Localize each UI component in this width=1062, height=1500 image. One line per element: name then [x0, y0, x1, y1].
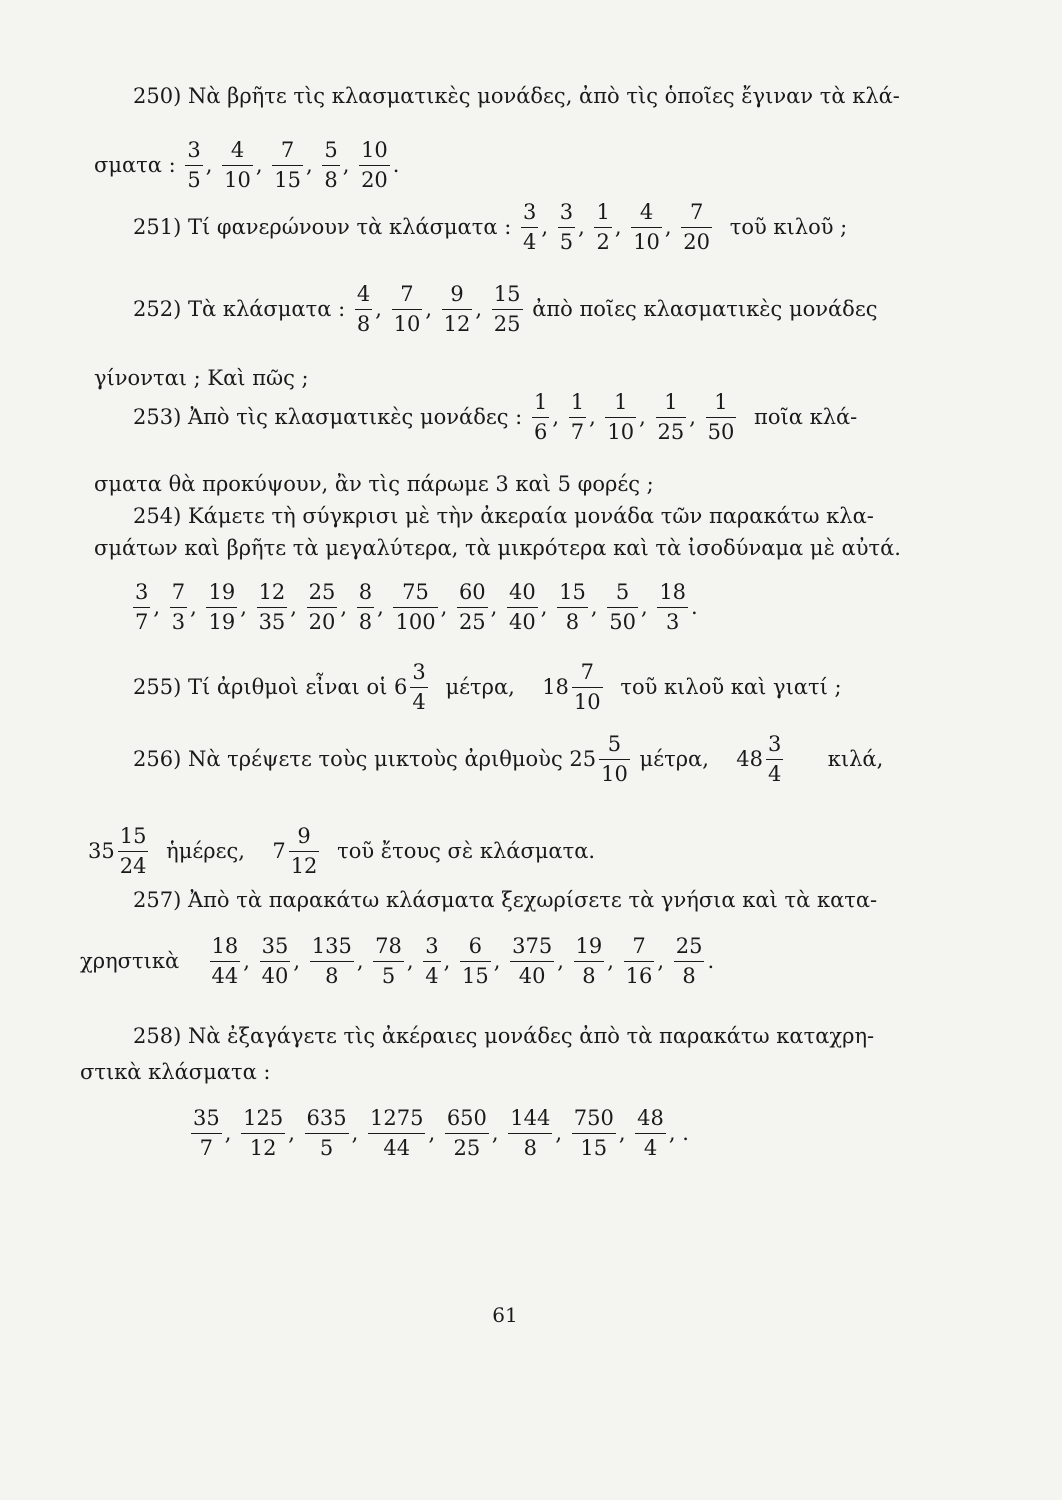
numerator: 635 [305, 1108, 349, 1134]
denominator: 12 [443, 312, 471, 336]
fraction [170, 582, 187, 633]
denominator: 10 [393, 312, 421, 336]
numerator: 3 [423, 936, 440, 962]
exercise-256-unit-1: μέτρα, [639, 747, 709, 771]
exercise-253-text: 253) Ἀπὸ τὶς κλασματικὲς μονάδες : [133, 405, 523, 429]
numerator: 19 [574, 936, 605, 962]
mixed-whole: 7 [272, 839, 286, 863]
denominator: 10 [633, 230, 660, 254]
numerator: 15 [118, 826, 149, 852]
numerator: 9 [442, 284, 473, 310]
numerator: 1 [706, 392, 737, 418]
exercise-254-fractions: $\frac{3}{7}$ , $\frac{7}{3}$ , $\frac{19}{19}$ , $\frac{12}{35}$ , $\frac{25}{20}$ , $\frac{8}{8}$ , $\frac{75}{100}$ , $\frac{60}{25}$ , $\frac{40}{40}$ , $\frac{15}{8}$ , $\frac{5}{50}$ , $\frac{18}{3}$ . [135, 580, 698, 634]
denominator: 20 [683, 230, 711, 254]
fraction [210, 936, 241, 987]
exercise-253-fractions: $\frac{1}{6}$ , $\frac{1}{7}$ , $\frac{1}{10}$ , $\frac{1}{25}$ , $\frac{1}{50}$ [533, 390, 735, 444]
numerator: 18 [657, 582, 688, 608]
numerator: 7 [170, 582, 187, 608]
numerator: 7 [572, 662, 603, 688]
fraction [569, 392, 586, 443]
mixed-fraction [289, 826, 320, 877]
denominator: 7 [570, 420, 585, 444]
numerator: 7 [272, 140, 303, 166]
fraction [133, 582, 150, 633]
fraction [206, 582, 237, 633]
denominator: 25 [453, 1136, 481, 1160]
fraction [307, 582, 338, 633]
numerator: 10 [359, 140, 390, 166]
exercise-257-line2 [80, 936, 714, 987]
numerator: 3 [410, 662, 427, 688]
exercise-251-text: 251) Τί φανερώνουν τὰ κλάσματα : [133, 215, 512, 239]
exercise-257-lead: χρηστικὰ [80, 949, 180, 973]
numerator: 25 [674, 936, 705, 962]
numerator: 8 [357, 582, 374, 608]
exercise-253-tail: ποῖα κλά- [754, 405, 858, 429]
numerator: 60 [457, 582, 488, 608]
exercise-256-unit-3: ἡμέρες, [166, 839, 245, 863]
exercise-254-line1: 254) Κάμετε τὴ σύγκρισι μὲ τὴν ἀκεραία μονάδα τῶν παρακάτω κλα- [133, 504, 874, 528]
denominator: 8 [565, 610, 580, 634]
fraction [310, 936, 354, 987]
fraction [624, 936, 655, 987]
denominator: 25 [458, 610, 486, 634]
fraction [681, 202, 712, 253]
mixed-fraction [410, 662, 427, 713]
denominator: 5 [319, 1136, 334, 1160]
fraction [674, 936, 705, 987]
exercise-255 [133, 662, 842, 713]
fraction [305, 1108, 349, 1159]
fraction [445, 1108, 489, 1159]
numerator: 6 [460, 936, 491, 962]
exercise-251-tail: τοῦ κιλοῦ ; [729, 215, 848, 239]
fraction [368, 1108, 425, 1159]
denominator: 35 [258, 610, 286, 634]
exercise-258-line1: 258) Νὰ ἐξαγάγετε τὶς ἀκέραιες μονάδες ἀπὸ τὰ παρακάτω καταχρη- [133, 1024, 875, 1048]
fraction [359, 140, 390, 191]
fraction [572, 1108, 616, 1159]
denominator: 20 [308, 610, 336, 634]
denominator: 5 [187, 168, 201, 192]
exercise-255-text: 255) Τί ἀριθμοὶ εἶναι οἱ [133, 675, 388, 699]
fraction [507, 582, 538, 633]
numerator: 4 [355, 284, 372, 310]
mixed-whole: 35 [88, 839, 115, 863]
numerator: 5 [322, 140, 339, 166]
denominator: 8 [324, 168, 338, 192]
fraction [635, 1108, 666, 1159]
denominator: 4 [412, 690, 426, 714]
exercise-255-mixed-1 [394, 660, 431, 714]
exercise-252-text: 252) Τὰ κλάσματα : [133, 297, 346, 321]
denominator: 10 [224, 168, 251, 192]
fraction [492, 284, 523, 335]
denominator: 10 [607, 420, 635, 444]
numerator: 19 [206, 582, 237, 608]
exercise-253 [133, 392, 857, 443]
exercise-250-line1: 250) Νὰ βρῆτε τὶς κλασματικὲς μονάδες, ἀπὸ τὶς ὁποῖες ἔγιναν τὰ κλά- [133, 84, 900, 108]
denominator: 4 [768, 762, 782, 786]
denominator: 8 [682, 964, 696, 988]
exercise-254-line2: σμάτων καὶ βρῆτε τὰ μεγαλύτερα, τὰ μικρότερα καὶ τὰ ἰσοδύναμα μὲ αὐτά. [94, 536, 901, 560]
fraction [393, 582, 437, 633]
mixed-whole: 18 [542, 675, 569, 699]
numerator: 78 [373, 936, 404, 962]
fraction [532, 392, 549, 443]
exercise-256 [133, 734, 883, 785]
numerator: 18 [210, 936, 241, 962]
fraction [191, 1108, 222, 1159]
denominator: 10 [573, 690, 601, 714]
denominator: 8 [358, 610, 373, 634]
numerator: 1 [605, 392, 636, 418]
numerator: 4 [631, 202, 662, 228]
numerator: 9 [289, 826, 320, 852]
exercise-256-mixed-1 [569, 732, 632, 786]
numerator: 40 [507, 582, 538, 608]
numerator: 5 [607, 582, 638, 608]
numerator: 25 [307, 582, 338, 608]
denominator: 5 [381, 964, 396, 988]
numerator: 144 [508, 1108, 552, 1134]
exercise-252 [133, 284, 877, 335]
fraction [510, 936, 554, 987]
denominator: 7 [199, 1136, 214, 1160]
numerator: 3 [521, 202, 538, 228]
exercise-256-unit-2: κιλά, [827, 747, 884, 771]
fraction [355, 284, 372, 335]
exercise-253-cont: σματα θὰ προκύψουν, ἂν τὶς πάρωμε 3 καὶ 5 φορές ; [94, 472, 654, 496]
exercise-250-fractions: $\frac{3}{5}$ , $\frac{4}{10}$ , $\frac{7}{15}$ , $\frac{5}{8}$ , $\frac{10}{20}$ . [187, 138, 400, 192]
numerator: 7 [681, 202, 712, 228]
exercise-257-line1: 257) Ἀπὸ τὰ παρακάτω κλάσματα ξεχωρίσετε τὰ γνήσια καὶ τὰ κατα- [133, 888, 878, 912]
numerator: 125 [241, 1108, 285, 1134]
denominator: 4 [425, 964, 439, 988]
denominator: 19 [208, 610, 236, 634]
denominator: 12 [290, 854, 318, 878]
denominator: 50 [609, 610, 636, 634]
fraction [521, 202, 538, 253]
exercise-258-fractions: $\frac{35}{7}$ , $\frac{125}{12}$ , $\frac{635}{5}$ , $\frac{1275}{44}$ , $\frac{650}{25}$ , $\frac{144}{8}$ , $\frac{750}{15}$ , $\frac{48}{4}$ , . [193, 1106, 689, 1160]
denominator: 4 [522, 230, 537, 254]
denominator: 10 [601, 762, 628, 786]
exercise-251 [133, 202, 847, 253]
numerator: 3 [766, 734, 783, 760]
fraction [574, 936, 605, 987]
fraction [322, 140, 339, 191]
fraction [392, 284, 423, 335]
fraction [357, 582, 374, 633]
denominator: 3 [171, 610, 186, 634]
numerator: 75 [393, 582, 437, 608]
numerator: 650 [445, 1108, 489, 1134]
numerator: 750 [572, 1108, 616, 1134]
mixed-fraction [599, 734, 630, 785]
numerator: 12 [257, 582, 288, 608]
denominator: 3 [665, 610, 680, 634]
mixed-whole: 25 [569, 747, 597, 771]
denominator: 25 [493, 312, 521, 336]
numerator: 3 [185, 140, 202, 166]
exercise-255-tail: τοῦ κιλοῦ καὶ γιατί ; [620, 675, 842, 699]
numerator: 35 [260, 936, 291, 962]
exercise-252-fractions: $\frac{4}{8}$ , $\frac{7}{10}$ , $\frac{9}{12}$ , $\frac{15}{25}$ [356, 282, 521, 336]
denominator: 16 [625, 964, 653, 988]
denominator: 8 [582, 964, 596, 988]
fraction [260, 936, 291, 987]
exercise-252-cont: γίνονται ; Καὶ πῶς ; [94, 366, 309, 390]
fraction [706, 392, 737, 443]
numerator: 15 [492, 284, 523, 310]
exercise-251-fractions: $\frac{3}{4}$ , $\frac{3}{5}$ , $\frac{1}{2}$ , $\frac{4}{10}$ , $\frac{7}{20}$ [522, 200, 711, 254]
numerator: 4 [222, 140, 253, 166]
denominator: 40 [509, 610, 536, 634]
denominator: 12 [249, 1136, 277, 1160]
denominator: 15 [274, 168, 301, 192]
numerator: 48 [635, 1108, 666, 1134]
mixed-whole: 6 [394, 675, 408, 699]
numerator: 1275 [368, 1108, 425, 1134]
exercise-256-mixed-4 [272, 824, 322, 878]
fraction [631, 202, 662, 253]
numerator: 35 [191, 1108, 222, 1134]
fraction [257, 582, 288, 633]
denominator: 15 [462, 964, 489, 988]
numerator: 7 [624, 936, 655, 962]
numerator: 375 [510, 936, 554, 962]
fraction [442, 284, 473, 335]
numerator: 135 [310, 936, 354, 962]
numerator: 3 [558, 202, 575, 228]
exercise-250-lead: σματα : [94, 153, 176, 177]
exercise-250-line2 [94, 140, 399, 191]
denominator: 8 [325, 964, 339, 988]
mixed-fraction [118, 826, 149, 877]
denominator: 4 [643, 1136, 658, 1160]
denominator: 8 [356, 312, 371, 336]
denominator: 40 [518, 964, 546, 988]
denominator: 40 [261, 964, 289, 988]
fraction [656, 392, 687, 443]
fraction [457, 582, 488, 633]
denominator: 6 [533, 420, 548, 444]
denominator: 15 [580, 1136, 608, 1160]
denominator: 24 [119, 854, 147, 878]
exercise-256-tail: τοῦ ἔτους σὲ κλάσματα. [337, 839, 596, 863]
fraction [222, 140, 253, 191]
denominator: 2 [596, 230, 610, 254]
exercise-256-text: 256) Νὰ τρέψετε τοὺς μικτοὺς ἀριθμοὺς [133, 747, 563, 771]
mixed-whole: 48 [736, 747, 764, 771]
denominator: 25 [657, 420, 685, 444]
fraction [241, 1108, 285, 1159]
exercise-257-fractions: $\frac{18}{44}$ , $\frac{35}{40}$ , $\frac{135}{8}$ , $\frac{78}{5}$ , $\frac{3}{4}$ , $\frac{6}{15}$ , $\frac{375}{40}$ , $\frac{19}{8}$ , $\frac{7}{16}$ , $\frac{25}{8}$ . [211, 934, 715, 988]
numerator: 3 [133, 582, 150, 608]
numerator: 1 [656, 392, 687, 418]
denominator: 20 [361, 168, 388, 192]
mixed-fraction [766, 734, 783, 785]
exercise-255-mid: μέτρα, [445, 675, 515, 699]
numerator: 1 [569, 392, 586, 418]
fraction [272, 140, 303, 191]
fraction [594, 202, 611, 253]
mixed-fraction [572, 662, 603, 713]
exercise-256-mixed-3 [88, 824, 151, 878]
exercise-252-tail: ἀπὸ ποῖες κλασματικὲς μονάδες [532, 297, 878, 321]
numerator: 1 [532, 392, 549, 418]
denominator: 5 [559, 230, 574, 254]
exercise-255-mixed-2 [542, 660, 605, 714]
fraction [185, 140, 202, 191]
denominator: 50 [707, 420, 735, 444]
denominator: 7 [135, 610, 149, 634]
numerator: 15 [557, 582, 588, 608]
fraction [657, 582, 688, 633]
fraction [558, 202, 575, 253]
numerator: 1 [594, 202, 611, 228]
page-number: 61 [492, 1303, 518, 1327]
fraction [508, 1108, 552, 1159]
exercise-256-cont [88, 826, 595, 877]
exercise-256-mixed-2 [736, 732, 786, 786]
fraction [460, 936, 491, 987]
fraction [605, 392, 636, 443]
fraction [373, 936, 404, 987]
fraction [423, 936, 440, 987]
denominator: 100 [395, 610, 436, 634]
numerator: 7 [392, 284, 423, 310]
denominator: 44 [211, 964, 239, 988]
denominator: 8 [523, 1136, 537, 1160]
numerator: 5 [599, 734, 630, 760]
fraction [557, 582, 588, 633]
exercise-258-line2: στικὰ κλάσματα : [80, 1060, 271, 1084]
denominator: 44 [383, 1136, 411, 1160]
fraction [607, 582, 638, 633]
